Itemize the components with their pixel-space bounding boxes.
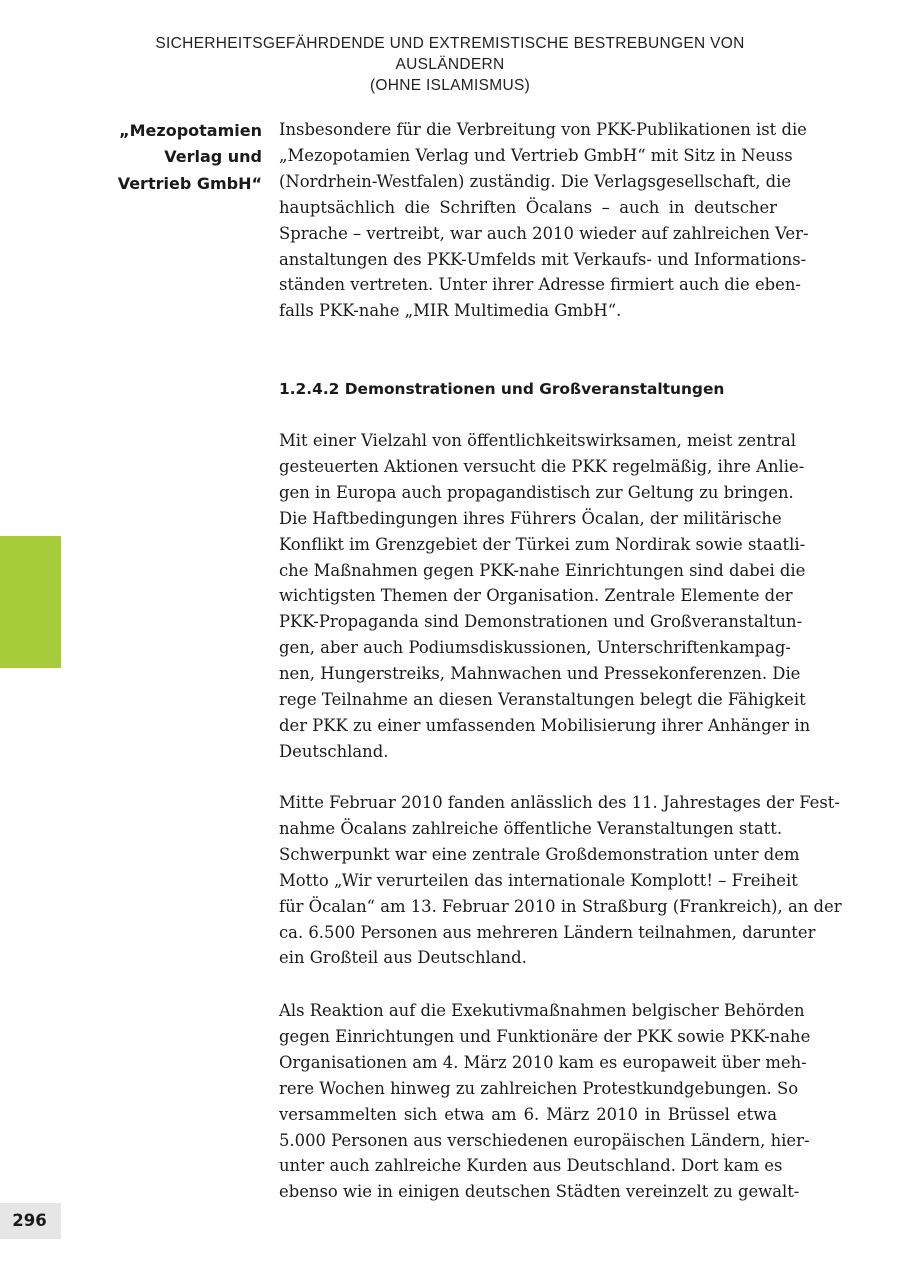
text-line: ständen vertreten. Unter ihrer Adresse firmiert auch die eben- bbox=[279, 275, 801, 295]
text-line: gen, aber auch Podiumsdiskussionen, Unterschriftenkampag- bbox=[279, 638, 791, 658]
chapter-color-tab bbox=[0, 536, 61, 668]
text-line: gesteuerten Aktionen versucht die PKK regelmäßig, ihre Anlie- bbox=[279, 456, 805, 476]
text-line: unter auch zahlreiche Kurden aus Deutschland. Dort kam es bbox=[279, 1156, 783, 1176]
text-line: wichtigsten Themen der Organisation. Zentrale Elemente der bbox=[279, 586, 793, 606]
text-line: Insbesondere für die Verbreitung von PKK-Publikationen ist die bbox=[279, 120, 807, 139]
text-line: Konflikt im Grenzgebiet der Türkei zum Nordirak sowie staatli- bbox=[279, 534, 806, 554]
text-line: für Öcalan“ am 13. Februar 2010 in Straßburg (Frankreich), an der bbox=[279, 896, 842, 916]
text-line: gen in Europa auch propagandistisch zur Geltung zu bringen. bbox=[279, 482, 794, 502]
text-line: der PKK zu einer umfassenden Mobilisierung ihrer Anhänger in bbox=[279, 715, 811, 735]
page-number: 296 bbox=[0, 1203, 61, 1239]
text-line: Motto „Wir verurteilen das internationale Komplott! – Freiheit bbox=[279, 870, 798, 890]
text-line: nen, Hungerstreiks, Mahnwachen und Pressekonferenzen. Die bbox=[279, 664, 801, 684]
text-line: Mit einer Vielzahl von öffentlichkeitswirksamen, meist zentral bbox=[279, 431, 797, 450]
text-line: Organisationen am 4. März 2010 kam es europaweit über meh- bbox=[279, 1052, 807, 1072]
running-header bbox=[100, 33, 800, 96]
text-line: (Nordrhein-Westfalen) zuständig. Die Verlagsgesellschaft, die bbox=[279, 171, 792, 191]
text-line: rege Teilnahme an diesen Veranstaltungen belegt die Fähigkeit bbox=[279, 690, 806, 710]
section-paragraph bbox=[279, 790, 842, 971]
text-line: falls PKK-nahe „MIR Multimedia GmbH“. bbox=[279, 301, 622, 321]
text-line: ebenso wie in einigen deutschen Städten vereinzelt zu gewalt- bbox=[279, 1182, 800, 1202]
text-line: ein Großteil aus Deutschland. bbox=[279, 948, 527, 968]
text-line: Die Haftbedingungen ihres Führers Öcalan, der militärische bbox=[279, 508, 782, 528]
margin-heading-line: Vertrieb GmbH“ bbox=[117, 173, 262, 193]
section-heading: 1.2.4.2 Demonstrationen und Großveranstaltungen bbox=[279, 380, 725, 398]
text-line: nahme Öcalans zahlreiche öffentliche Veranstaltungen statt. bbox=[279, 818, 783, 838]
text-line: che Maßnahmen gegen PKK-nahe Einrichtungen sind dabei die bbox=[279, 560, 806, 580]
text-line: gegen Einrichtungen und Funktionäre der PKK sowie PKK-nahe bbox=[279, 1026, 811, 1046]
text-line: Mitte Februar 2010 fanden anlässlich des 11. Jahrestages der Fest- bbox=[279, 793, 840, 812]
text-line: PKK-Propaganda sind Demonstrationen und Großveranstaltun- bbox=[279, 612, 803, 632]
margin-heading-line: Verlag und bbox=[164, 147, 262, 167]
section-paragraph bbox=[279, 998, 811, 1205]
running-header-line-1: SICHERHEITSGEFÄHRDENDE UND EXTREMISTISCHE BESTREBUNGEN VON AUSLÄNDERN bbox=[155, 35, 745, 73]
text-line: ca. 6.500 Personen aus mehreren Ländern teilnahmen, darunter bbox=[279, 922, 816, 942]
margin-heading bbox=[100, 118, 262, 197]
text-line: 5.000 Personen aus verschiedenen europäischen Ländern, hier- bbox=[279, 1130, 810, 1150]
text-line: anstaltungen des PKK-Umfelds mit Verkaufs- und Informations- bbox=[279, 249, 807, 269]
text-line: Schwerpunkt war eine zentrale Großdemonstration unter dem bbox=[279, 844, 800, 864]
section-paragraph bbox=[279, 428, 811, 765]
running-header-line-2: (OHNE ISLAMISMUS) bbox=[369, 77, 531, 94]
text-line: „Mezopotamien Verlag und Vertrieb GmbH“ mit Sitz in Neuss bbox=[279, 145, 793, 165]
text-line: rere Wochen hinweg zu zahlreichen Protestkundgebungen. So bbox=[279, 1078, 799, 1098]
text-line: versammelten sich etwa am 6. März 2010 in Brüssel etwa bbox=[279, 1104, 777, 1124]
text-line: Deutschland. bbox=[279, 741, 389, 761]
text-line: Als Reaktion auf die Exekutivmaßnahmen belgischer Behörden bbox=[279, 1001, 805, 1020]
text-line: hauptsächlich die Schriften Öcalans – auch in deutscher bbox=[279, 197, 777, 217]
margin-heading-line: „Mezopotamien bbox=[119, 121, 262, 140]
intro-paragraph bbox=[279, 117, 809, 324]
text-line: Sprache – vertreibt, war auch 2010 wieder auf zahlreichen Ver- bbox=[279, 223, 809, 243]
